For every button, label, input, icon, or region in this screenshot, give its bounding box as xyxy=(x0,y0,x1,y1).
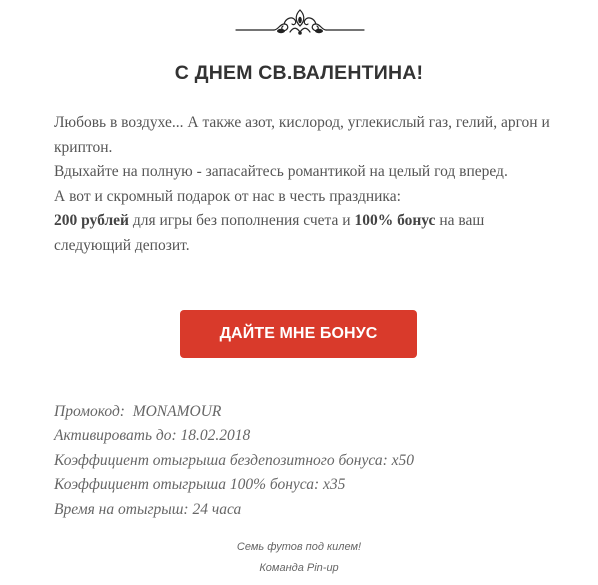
signature-line-1: Семь футов под килем! xyxy=(236,541,362,553)
offer-amount: 200 рублей xyxy=(54,212,129,229)
wager-100: Коэффициент отыгрыша 100% бонуса: x35 xyxy=(54,476,346,494)
offer-text-2: на ваш следующий депозит. xyxy=(54,212,485,254)
intro-line-gift: А вот и скромный подарок от нас в честь праздника: xyxy=(54,187,401,205)
intro-line-air: Любовь в воздухе... А также азот, кислород, углекислый газ, гелий, аргон и криптон. xyxy=(54,114,550,156)
signature xyxy=(0,537,598,579)
get-bonus-button[interactable]: ДАЙТЕ МНЕ БОНУС xyxy=(180,310,417,358)
wager-time: Время на отыгрыш: 24 часа xyxy=(54,500,242,518)
intro-text xyxy=(54,111,554,258)
promo-code: Промокод: MONAMOUR xyxy=(54,403,222,420)
intro-line-offer xyxy=(54,209,554,258)
offer-bonus: 100% бонус xyxy=(354,212,436,229)
wager-nodeposit: Коэффициент отыгрыша бездепозитного бонуса: x50 xyxy=(54,451,415,469)
flourish-divider-icon xyxy=(234,6,366,38)
signature-line-2: Команда Pin-up xyxy=(259,562,339,574)
activate-until: Активировать до: 18.02.2018 xyxy=(54,427,251,445)
offer-text-1: для игры без пополнения счета и xyxy=(128,212,355,229)
bonus-details xyxy=(54,400,554,522)
page-title: С ДНЕМ СВ.ВАЛЕНТИНА! xyxy=(174,62,424,84)
intro-line-breathe: Вдыхайте на полную - запасайтесь романтикой на целый год вперед. xyxy=(54,163,508,180)
